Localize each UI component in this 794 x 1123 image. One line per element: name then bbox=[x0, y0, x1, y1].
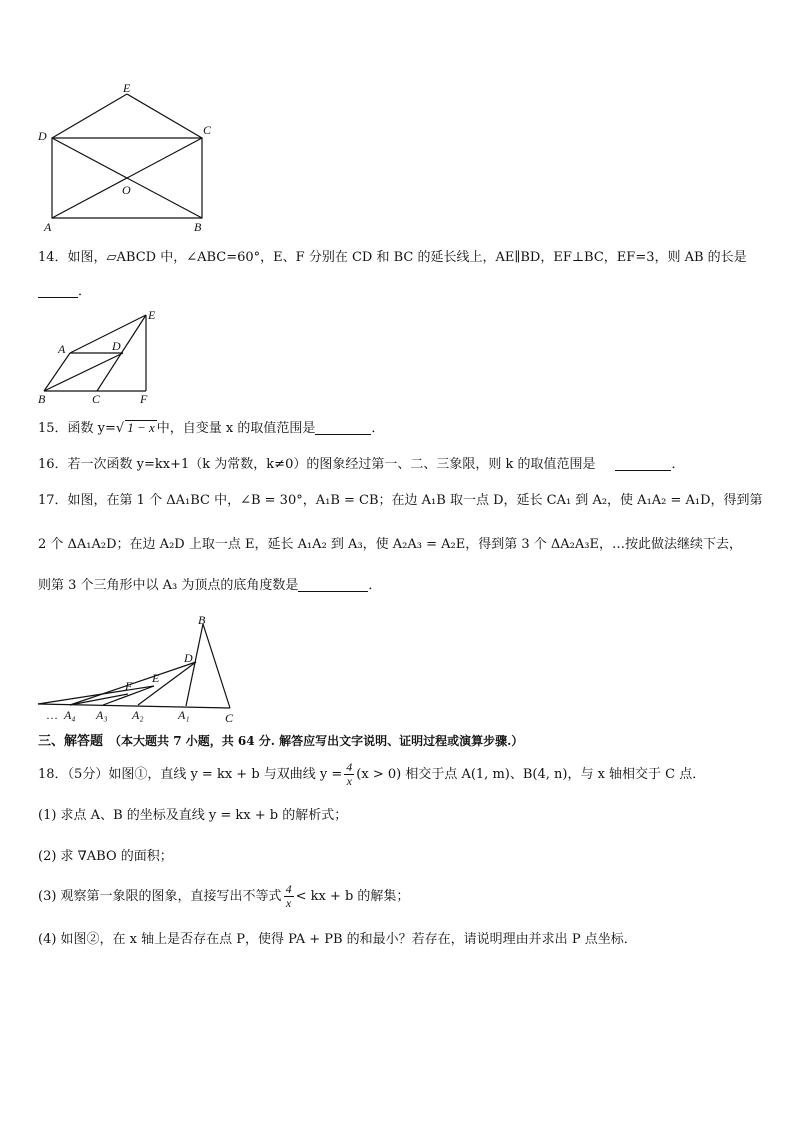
label-c: C bbox=[92, 392, 101, 405]
q14-answer-blank[interactable] bbox=[38, 283, 78, 298]
label-d: D bbox=[184, 651, 193, 665]
q18-fraction-num: 4 bbox=[346, 760, 353, 774]
q15-number: 15． bbox=[38, 421, 68, 436]
label-b: B bbox=[198, 613, 206, 627]
q14-number: 14． bbox=[38, 250, 68, 265]
q16-answer-blank[interactable] bbox=[615, 456, 671, 471]
q17-end: ． bbox=[368, 578, 382, 593]
question-18-part-3 bbox=[38, 882, 409, 912]
label-a2: A₂ bbox=[132, 708, 144, 722]
label-a: A bbox=[58, 342, 66, 356]
section-3-title: 三、解答题 bbox=[38, 734, 104, 749]
label-d: D bbox=[38, 129, 47, 143]
label-f: F bbox=[140, 392, 148, 405]
q18-fraction bbox=[344, 761, 354, 788]
label-b: B bbox=[194, 220, 202, 234]
label-b: B bbox=[38, 392, 46, 405]
question-17-line-1: 17．如图，在第 1 个 ΔA₁BC 中，∠B = 30°，A₁B = CB；在边 A₁B 取一点 D，延长 CA₁ 到 A₂，使 A₁A₂ = A₁D，得到第 bbox=[38, 493, 763, 508]
q18-fraction-den: x bbox=[346, 774, 352, 788]
q18-lead: 18．（5分）如图①，直线 y = kx + b 与双曲线 y = bbox=[38, 767, 343, 782]
label-e: E bbox=[148, 308, 156, 322]
label-o: O bbox=[122, 183, 131, 197]
q18-p3-fraction-num: 4 bbox=[285, 882, 292, 896]
q15-post: 中，自变量 x 的取值范围是 bbox=[156, 421, 316, 436]
q16-end: ． bbox=[671, 457, 685, 472]
label-c: C bbox=[225, 711, 234, 725]
q15-end: ． bbox=[371, 421, 385, 436]
q17-line3-text: 则第 3 个三角形中以 A₃ 为顶点的底角度数是 bbox=[38, 578, 299, 593]
q14-text: 如图，▱ABCD 中，∠ABC=60°，E、F 分别在 CD 和 BC 的延长线上，AE∥BD，EF⊥BC，EF=3，则 AB 的长是 bbox=[67, 250, 747, 265]
question-18-part-4: (4) 如图②，在 x 轴上是否存在点 P，使得 PA + PB 的和最小？若存在，请说明理由并求出 P 点坐标． bbox=[38, 932, 637, 947]
label-a1: A₁ bbox=[178, 708, 190, 722]
figure-parallelogram bbox=[30, 305, 170, 405]
q15-radicand: 1 − x bbox=[127, 420, 155, 435]
figure-triangles-sequence bbox=[30, 610, 250, 728]
question-17-line-3 bbox=[38, 576, 381, 596]
q18-p3-fraction-den: x bbox=[285, 896, 292, 910]
label-e: E bbox=[123, 81, 131, 95]
label-dots: … bbox=[46, 708, 58, 722]
question-17-line-2: 2 个 ΔA₁A₂D；在边 A₂D 上取一点 E，延长 A₁A₂ 到 A₃，使 A₂A₃ = A₂E，得到第 3 个 ΔA₂A₃E，…按此做法继续下去， bbox=[38, 537, 742, 552]
q17-answer-blank[interactable] bbox=[298, 577, 368, 592]
question-18-part-2: (2) 求 ∇ABO 的面积； bbox=[38, 849, 173, 864]
q18-p3-fraction bbox=[284, 883, 294, 910]
q16-text: 若一次函数 y=kx+1（k 为常数，k≠0）的图象经过第一、二、三象限，则 k 的取值范围是 bbox=[67, 457, 596, 472]
q14-end: ． bbox=[78, 284, 92, 299]
question-18-part-1: (1) 求点 A、B 的坐标及直线 y = kx + b 的解析式； bbox=[38, 808, 348, 823]
label-c: C bbox=[203, 123, 212, 137]
q16-number: 16． bbox=[38, 457, 68, 472]
q18-p3-pre: (3) 观察第一象限的图象，直接写出不等式 bbox=[38, 889, 282, 904]
label-a3: A₃ bbox=[96, 708, 108, 722]
q18-lead-post: (x > 0) 相交于点 A(1, m)、B(4, n)，与 x 轴相交于 C 点． bbox=[356, 767, 706, 782]
section-3-heading bbox=[38, 731, 523, 752]
question-18 bbox=[38, 760, 705, 790]
question-14-answer bbox=[38, 282, 91, 302]
label-a: A bbox=[44, 220, 52, 234]
q15-answer-blank[interactable] bbox=[315, 420, 371, 435]
label-a4: A₄ bbox=[64, 708, 76, 722]
figure-rectangle-abcd bbox=[30, 80, 220, 235]
q15-pre: 函数 y= bbox=[67, 421, 116, 436]
label-f: F bbox=[125, 679, 133, 693]
question-14 bbox=[38, 248, 747, 268]
question-16 bbox=[38, 455, 685, 475]
label-d: D bbox=[112, 339, 121, 353]
label-e: E bbox=[152, 671, 160, 685]
q18-p3-post: < kx + b 的解集； bbox=[295, 889, 410, 904]
question-15: 15．函数 y=√ 1 − x 中，自变量 x 的取值范围是 ． bbox=[38, 420, 385, 436]
section-3-note: （本大题共 7 小题，共 64 分. 解答应写出文字说明、证明过程或演算步骤.） bbox=[109, 734, 524, 748]
